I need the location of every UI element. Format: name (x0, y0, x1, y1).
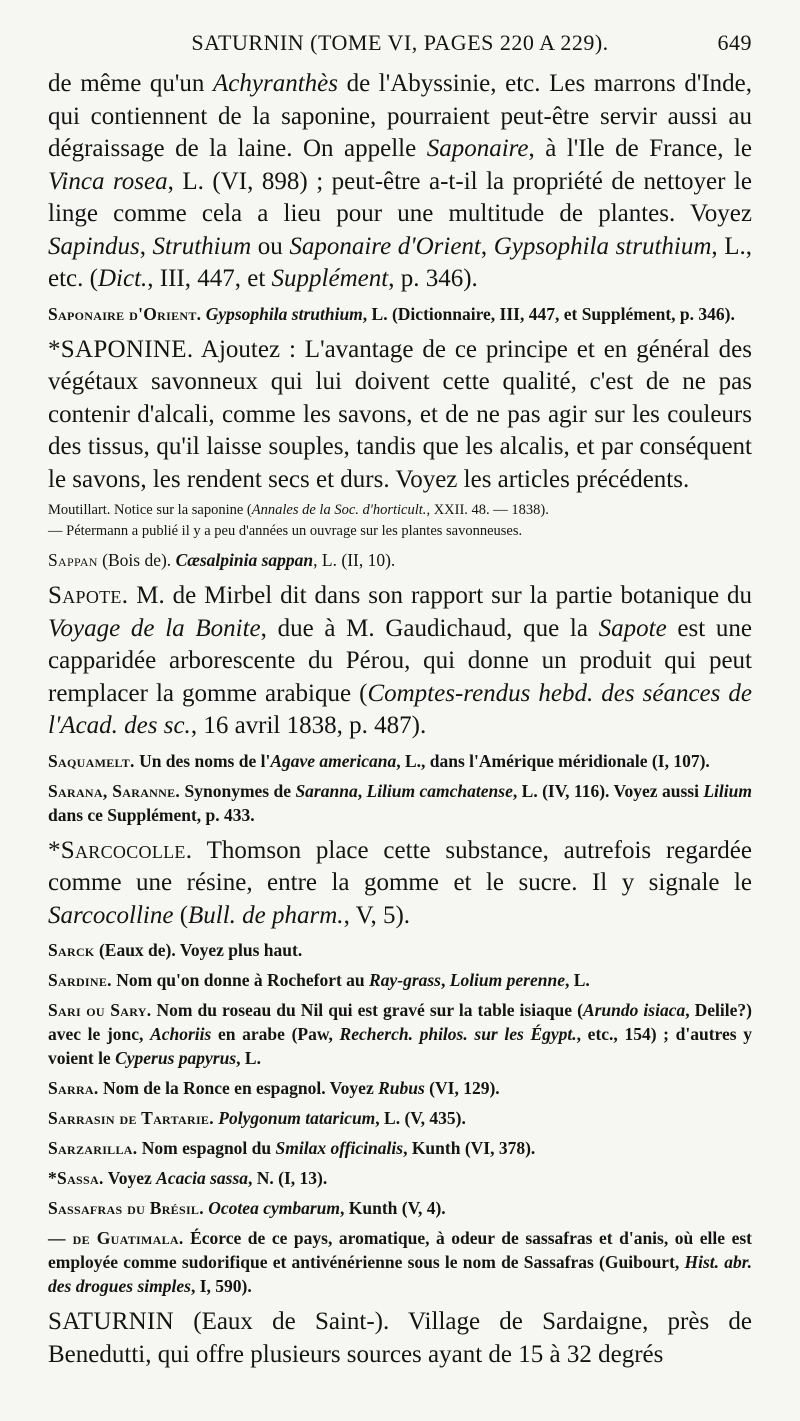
running-header (48, 30, 752, 68)
entry-sarana: Sarana, Saranne. Synonymes de Saranna, Lilium camchatense, L. (IV, 116). Voyez aussi Lilium dans ce Supplément, p. 433. (48, 780, 752, 825)
entry-sappan: Sappan (Bois de). Cæsalpinia sappan, L. (II, 10). (48, 550, 396, 570)
entry-sarrasin-de-tartarie: Sarrasin de Tartarie. Polygonum tataricum, L. (V, 435). (48, 1108, 466, 1128)
entry-sari: Sari ou Sary. Nom du roseau du Nil qui est gravé sur la table isiaque (Arundo isiaca, Delile?) avec le jonc, Achoriis en arabe (Paw, Recherch. philos. sur les Égypt., etc., 154) ; d'autres y voient le Cyperus papyrus, L. (48, 1000, 752, 1068)
entry-sassafras-du-bresil: Sassafras du Brésil. Ocotea cymbarum, Kunth (V, 4). (48, 1198, 446, 1218)
entry-sardine: Sardine. Nom qu'on donne à Rochefort au Ray-grass, Lolium perenne, L. (48, 970, 590, 990)
entry-saquamelt: Saquamelt. Un des noms de l'Agave americana, L., dans l'Amérique méridionale (I, 107). (48, 750, 710, 771)
paragraph-continuation: de même qu'un Achyranthès de l'Abyssinie, etc. Les marrons d'Inde, qui contiennent de la saponine, pourraient peut-être servir aussi au dégraissage de la laine. On appelle Saponaire, à l'Ile de France, le Vinca rosea, L. (VI, 898) ; peut-être a-t-il la propriété de nettoyer le linge comme cela a lieu pour une multitude de plantes. Voyez Sapindus, Struthium ou Saponaire d'Orient, Gypsophila struthium, L., etc. (Dict., III, 447, et Supplément, p. 346). (48, 70, 753, 292)
entry-sarcocolle: *Sarcocolle. Thomson place cette substance, autrefois regardée comme une résine, entre la gomme et le sucre. Il y signale le Sarcocolline (Bull. de pharm., V, 5). (48, 836, 752, 929)
entry-sarck: Sarck (Eaux de). Voyez plus haut. (48, 940, 303, 960)
entry-sarra: Sarra. Nom de la Ronce en espagnol. Voyez Rubus (VI, 129). (48, 1078, 500, 1098)
entry-sarzarilla: Sarzarilla. Nom espagnol du Smilax officinalis, Kunth (VI, 378). (48, 1138, 536, 1158)
running-title: SATURNIN (TOME VI, PAGES 220 A 229). (191, 30, 609, 55)
entry-saponine: *SAPONINE. Ajoutez : L'avantage de ce principe et en général des végétaux savonneux qui lui doivent cette qualité, c'est de ne pas contenir d'alcali, comme les savons, et de ne pas agir sur les couleurs des tissus, qu'il laisse souples, tandis que les alcalis, et par conséquent le savons, les rendent secs et durs. Voyez les articles précédents. (48, 335, 752, 493)
note-moutillart: Moutillart. Notice sur la saponine (Annales de la Soc. d'horticult., XXII. 48. — 1838). (48, 502, 549, 518)
page-number: 649 (717, 30, 752, 55)
entry-saturnin: SATURNIN (Eaux de Saint-). Village de Sardaigne, près de Benedutti, qui offre plusieurs sources ayant de 15 à 32 degrés (48, 1308, 752, 1368)
entry-saponaire-d-orient: Saponaire d'Orient. Gypsophila struthium, L. (Dictionnaire, III, 447, et Supplément, p. 346). (48, 303, 735, 324)
entry-sassafras-de-guatimala: — de Guatimala. Écorce de ce pays, aromatique, à odeur de sassafras et d'anis, où elle est employée comme sudorifique et antivénérienne sous le nom de Sassafras (Guibourt, Hist. abr. des drogues simples, I, 590). (48, 1228, 753, 1296)
entry-sassa: *Sassa. Voyez Acacia sassa, N. (I, 13). (48, 1168, 328, 1188)
note-petermann: — Pétermann a publié il y a peu d'années un ouvrage sur les plantes savonneuses. (48, 523, 523, 539)
entry-sapote: Sapote. M. de Mirbel dit dans son rapport sur la partie botanique du Voyage de la Bonite, due à M. Gaudichaud, que la Sapote est une capparidée arborescente du Pérou, qui donne un produit qui peut remplacer la gomme arabique (Comptes-rendus hebd. des séances de l'Acad. des sc., 16 avril 1838, p. 487). (48, 582, 752, 739)
